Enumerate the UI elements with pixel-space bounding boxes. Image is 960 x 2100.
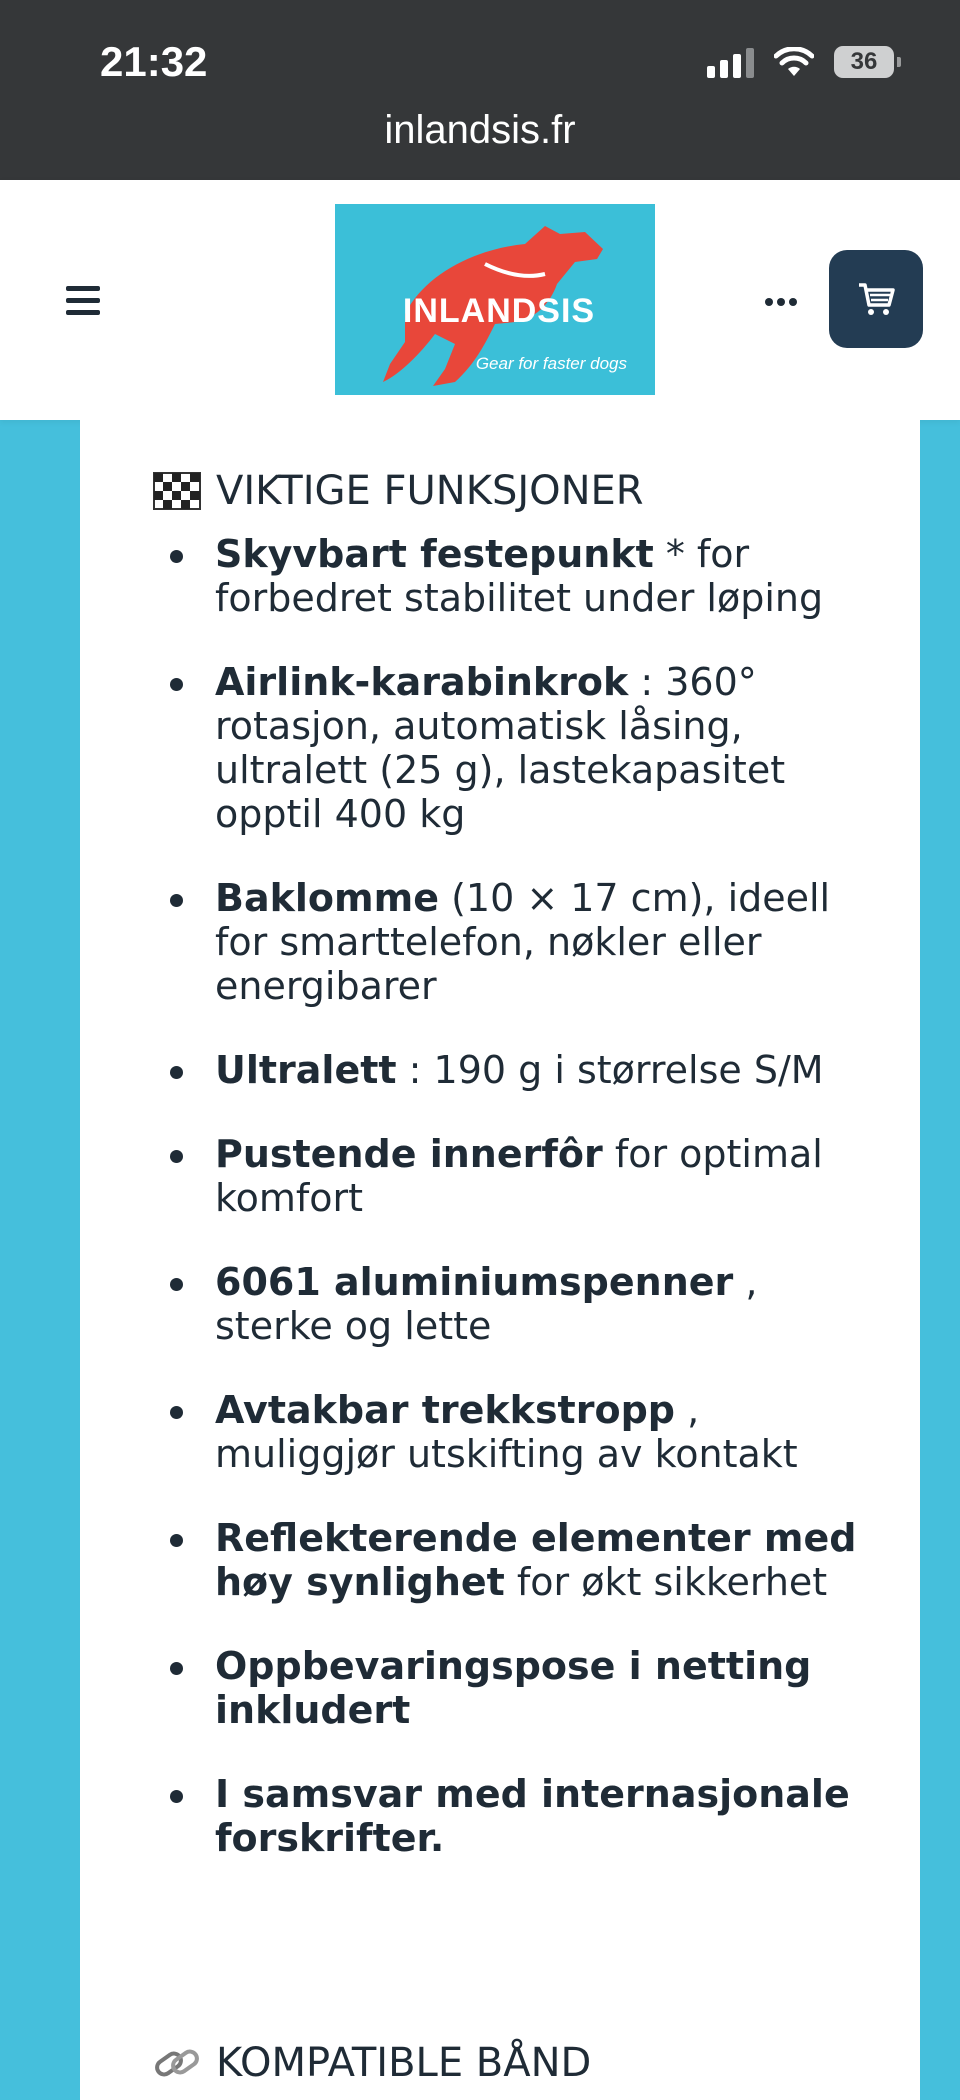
status-bar bbox=[0, 0, 960, 180]
feature-description: * for forbedret stabilitet under løping bbox=[215, 532, 824, 620]
content-card bbox=[80, 420, 920, 2100]
feature-name: Pustende innerfôr bbox=[215, 1132, 603, 1176]
list-item bbox=[80, 1132, 920, 1220]
hamburger-icon[interactable] bbox=[66, 286, 100, 322]
next-section-heading bbox=[152, 2040, 591, 2086]
feature-description: : 190 g i størrelse S/M bbox=[396, 1048, 824, 1092]
link-icon bbox=[152, 2043, 202, 2083]
feature-description: for optimal komfort bbox=[215, 1132, 823, 1220]
feature-name: Ultralett bbox=[215, 1048, 397, 1092]
list-item bbox=[80, 660, 920, 836]
feature-description: , sterke og lette bbox=[215, 1260, 758, 1348]
feature-description: (10 × 17 cm), ideell for smarttelefon, nøkler eller energibarer bbox=[215, 876, 831, 1008]
feature-description: for økt sikkerhet bbox=[504, 1560, 828, 1604]
feature-description: : 360° rotasjon, automatisk låsing, ultralett (25 g), lastekapasitet opptil 400 kg bbox=[215, 660, 786, 836]
feature-name: Baklomme bbox=[215, 876, 439, 920]
section-title: VIKTIGE FUNKSJONER bbox=[216, 468, 644, 514]
features-list bbox=[80, 532, 920, 1900]
list-item bbox=[80, 1048, 920, 1092]
feature-name: I samsvar med internasjonale forskrifter. bbox=[215, 1772, 850, 1860]
site-logo[interactable] bbox=[335, 204, 655, 395]
feature-name: Airlink-karabinkrok bbox=[215, 660, 629, 704]
feature-name: Reflekterende elementer med høy synlighet bbox=[215, 1516, 857, 1604]
list-item bbox=[80, 532, 920, 620]
list-item bbox=[80, 1644, 920, 1732]
list-item bbox=[80, 1772, 920, 1860]
site-header bbox=[0, 180, 960, 420]
battery-indicator: 36 bbox=[834, 46, 894, 78]
section-heading bbox=[152, 468, 644, 514]
cart-icon bbox=[857, 281, 895, 317]
cellular-signal-icon bbox=[707, 46, 754, 78]
url-bar[interactable]: inlandsis.fr bbox=[384, 108, 576, 152]
wifi-icon bbox=[774, 47, 814, 77]
list-item bbox=[80, 1516, 920, 1604]
cart-button[interactable] bbox=[829, 250, 923, 348]
list-item bbox=[80, 1388, 920, 1476]
feature-name: Avtakbar trekkstropp bbox=[215, 1388, 675, 1432]
list-item bbox=[80, 1260, 920, 1348]
feature-name: Oppbevaringspose i netting inkludert bbox=[215, 1644, 812, 1732]
checkered-flag-icon bbox=[152, 471, 202, 511]
status-time: 21:32 bbox=[100, 38, 208, 85]
more-options-icon[interactable] bbox=[765, 298, 797, 306]
next-section-title: KOMPATIBLE BÅND bbox=[216, 2040, 592, 2086]
feature-name: Skyvbart festepunkt bbox=[215, 532, 654, 576]
feature-name: 6061 aluminiumspenner bbox=[215, 1260, 734, 1304]
logo-wordmark: INLANDSIS bbox=[402, 292, 596, 330]
status-icons bbox=[707, 46, 894, 78]
logo-tagline: Gear for faster dogs bbox=[475, 354, 627, 373]
feature-description: , muliggjør utskifting av kontakt bbox=[215, 1388, 798, 1476]
list-item bbox=[80, 876, 920, 1008]
